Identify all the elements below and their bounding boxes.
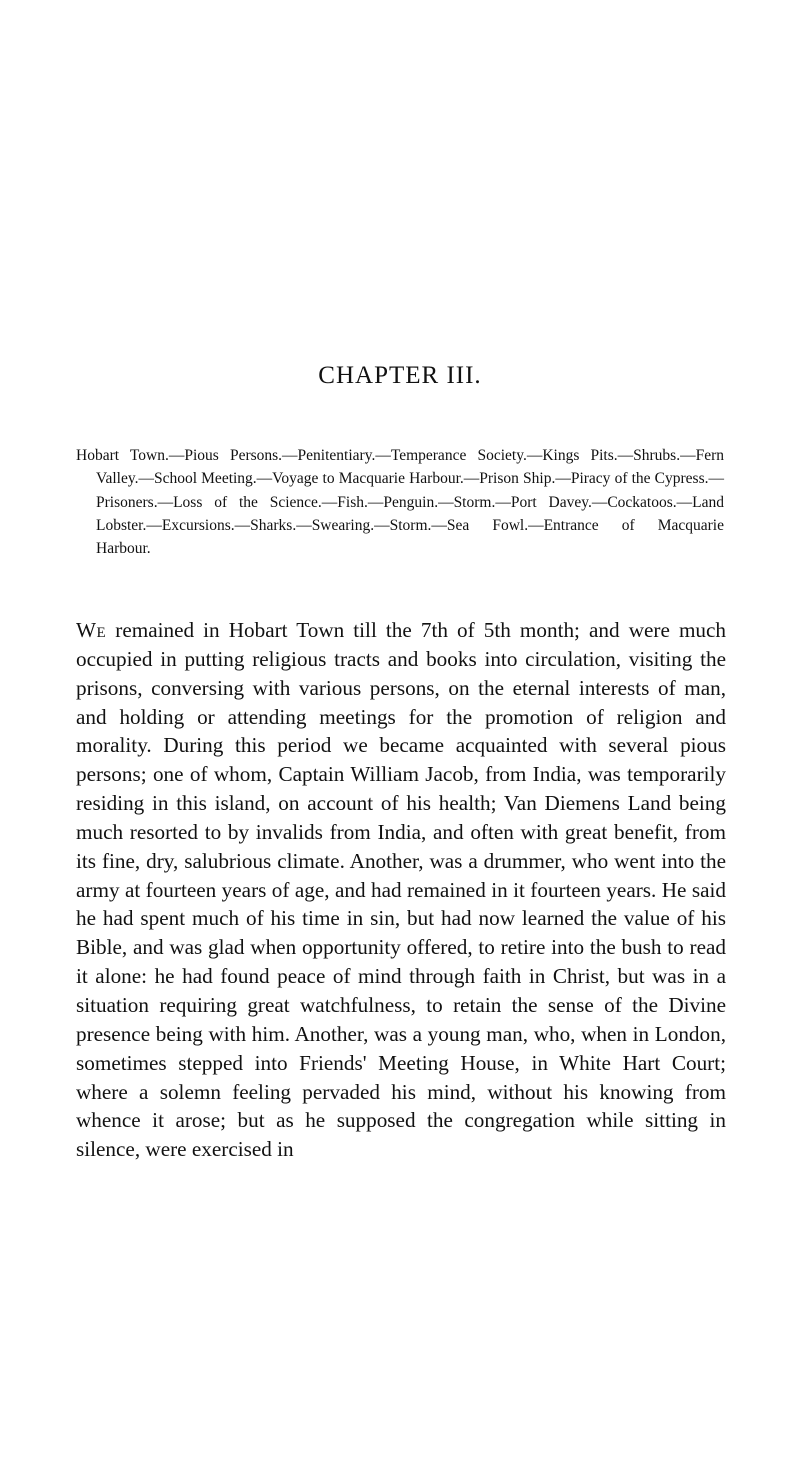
chapter-synopsis (76, 444, 724, 560)
synopsis-text: Hobart Town.—Pious Persons.—Penitentiary.—Temperance Society.—Kings Pits.—Shrubs.—Fern Valley.—School Meeting.—Voyage to Macquarie Harbour.—Prison Ship.—Piracy of the Cypress.—Prisoners.—Loss of the Science.—Fish.—Penguin.—Storm.—Port Davey.—Cockatoos.—Land Lobster.—Excursions.—Sharks.—Swearing.—Storm.—Sea Fowl.—Entrance of Macquarie Harbour. (76, 447, 724, 558)
chapter-heading: CHAPTER III. (318, 362, 482, 389)
body-paragraph (76, 616, 726, 1164)
lead-word: We (76, 618, 107, 642)
body-text: remained in Hobart Town till the 7th of 5th month; and were much occupied in putting religious tracts and books into circulation, visiting the prisons, conversing with various persons, on the eternal interests of man, and holding or attending meetings for the promotion of religion and morality. During this period we became acquainted with several pious persons; one of whom, Captain William Jacob, from India, was temporarily residing in this island, on account of his health; Van Diemens Land being much resorted to by invalids from India, and often with great benefit, from its fine, dry, salubrious climate. Another, was a drummer, who went into the army at fourteen years of age, and had remained in it fourteen years. He said he had spent much of his time in sin, but had now learned the value of his Bible, and was glad when opportunity offered, to retire into the bush to read it alone: he had found peace of mind through faith in Christ, but was in a situation requiring great watchfulness, to retain the sense of the Divine presence being with him. Another, was a young man, who, when in London, sometimes stepped into Friends' Meeting House, in White Hart Court; where a solemn feeling pervaded his mind, without his knowing from whence it arose; but as he supposed the congregation while sitting in silence, were exercised in (76, 618, 727, 1162)
